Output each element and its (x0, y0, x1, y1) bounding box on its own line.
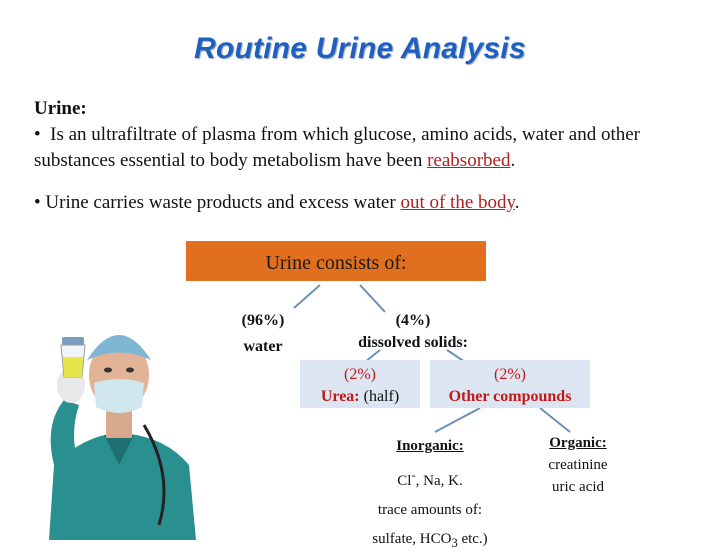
chloride-charge: - (411, 468, 416, 482)
other-compounds-box (430, 360, 590, 408)
chloride: Cl (397, 473, 412, 489)
line-to-water (294, 285, 320, 308)
water-label: water (243, 338, 283, 355)
dissolved-node (338, 310, 488, 354)
period: . (514, 192, 520, 213)
line-to-dissolved (360, 285, 385, 312)
water-node (228, 310, 298, 358)
ions-rest: , Na, K. (415, 473, 463, 489)
inorganic-title: Inorganic: (396, 438, 464, 454)
consists-box: Urine consists of: (186, 241, 486, 281)
waste-text: • Urine carries waste products and excess water (34, 192, 396, 213)
bullet: • (34, 124, 41, 145)
other-label: Other compounds (448, 388, 572, 405)
organic-title: Organic: (549, 435, 607, 451)
urea-box (300, 360, 420, 408)
urea-percent: (2%) (344, 366, 376, 383)
hco3-subscript: 3 (451, 536, 458, 550)
urine-heading: Urine: (34, 98, 87, 119)
inorganic-trace: trace amounts of: (377, 502, 483, 518)
organic-item-creatinine: creatinine (548, 457, 608, 473)
sulfate-end: etc.) (457, 531, 488, 547)
definition-text: Is an ultrafiltrate of plasma from which glucose, amino acids, water and other substances essential to body metabolism have been (34, 124, 641, 171)
inorganic-ions (350, 461, 510, 496)
other-percent: (2%) (494, 366, 526, 383)
dissolved-label: dissolved solids: (358, 334, 468, 351)
reabsorbed-link[interactable]: reabsorbed (427, 150, 511, 171)
urea-label: Urea: (320, 388, 360, 405)
doctor-photo (24, 315, 202, 540)
dissolved-percent: (4%) (395, 312, 431, 329)
organic-list (534, 432, 622, 498)
water-percent: (96%) (241, 312, 285, 329)
sulfate-text: sulfate, HCO (372, 531, 452, 547)
urea-note: (half) (363, 388, 400, 405)
page-title: Routine Urine Analysis (194, 32, 526, 65)
inorganic-list (350, 432, 510, 558)
line-to-organic (540, 408, 570, 432)
inorganic-sulfate (350, 525, 510, 558)
organic-item-uric-acid: uric acid (551, 479, 605, 495)
period: . (510, 150, 516, 171)
line-to-inorganic (435, 408, 480, 432)
out-of-body-link[interactable]: out of the body (400, 192, 515, 213)
